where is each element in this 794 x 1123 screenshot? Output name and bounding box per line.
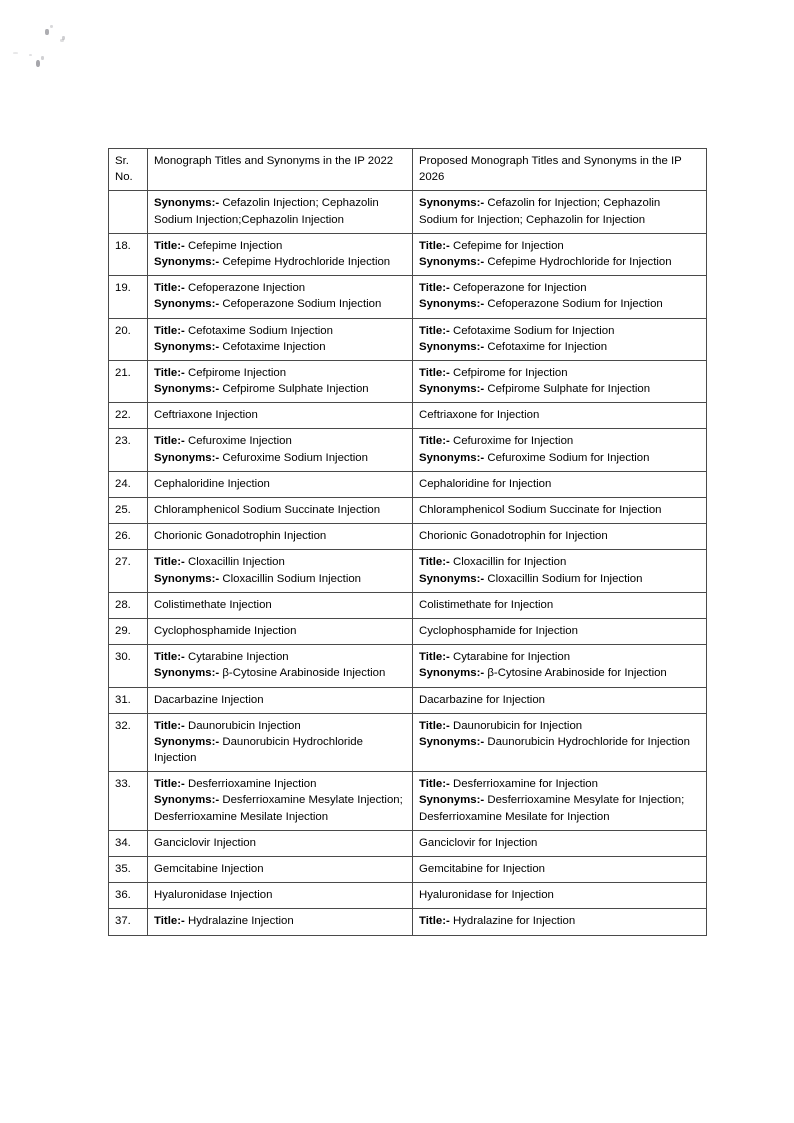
scan-speckle [36, 60, 40, 67]
synonyms-line [154, 450, 407, 466]
monograph-line-value: Chloramphenicol Sodium Succinate Injection [154, 504, 381, 516]
cell-ip-2026 [413, 687, 707, 713]
cell-sr-no: 26. [109, 524, 148, 550]
monograph-line-value: Cephaloridine Injection [154, 477, 270, 490]
monograph-line-value: Dacarbazine Injection [154, 693, 264, 706]
monograph-line-label: Synonyms:- [419, 197, 485, 210]
synonyms-line-value: Desferrioxamine Mesylate for Injection; Desferrioxamine Mesilate for Injection [419, 794, 685, 823]
title-line [154, 554, 407, 570]
table-row [109, 687, 707, 713]
title-line-value: Daunorubicin Injection [184, 719, 301, 732]
cell-sr-no: 32. [109, 713, 148, 772]
title-line [154, 280, 407, 296]
synonyms-line-value: β-Cytosine Arabinoside for Injection [484, 667, 667, 680]
cell-ip-2026 [413, 713, 707, 772]
synonyms-line-label: Synonyms:- [154, 383, 220, 396]
cell-sr-no: 31. [109, 687, 148, 713]
monograph-line [154, 195, 407, 227]
synonyms-line-label: Synonyms:- [419, 451, 485, 464]
cell-ip-2026 [413, 909, 707, 935]
table-row [109, 403, 707, 429]
cell-ip-2022 [148, 191, 413, 233]
monograph-line-value: Hyaluronidase Injection [154, 889, 273, 902]
title-line-value: Cefoperazone Injection [184, 282, 306, 295]
synonyms-line-label: Synonyms:- [154, 667, 220, 680]
monograph-line [154, 861, 407, 877]
synonyms-line [154, 381, 407, 397]
synonyms-line [419, 339, 701, 355]
synonyms-line-value: Cefotaxime for Injection [484, 340, 608, 353]
synonyms-line [154, 296, 407, 312]
cell-sr-no: 30. [109, 645, 148, 687]
monograph-line [419, 835, 701, 851]
table-header [109, 149, 707, 191]
synonyms-line-value: Cefuroxime Sodium Injection [219, 451, 368, 464]
synonyms-line-value: Cefpirome Sulphate for Injection [484, 383, 651, 396]
synonyms-line-value: Cefotaxime Injection [219, 340, 326, 353]
monograph-line [154, 835, 407, 851]
cell-ip-2022 [148, 830, 413, 856]
title-line [419, 649, 701, 665]
monograph-line-value: Chorionic Gonadotrophin Injection [154, 530, 327, 543]
monograph-line [419, 597, 701, 613]
title-line-value: Cefoperazone for Injection [449, 282, 587, 295]
table-row [109, 830, 707, 856]
monograph-line-value: Chorionic Gonadotrophin for Injection [419, 530, 608, 543]
table-row [109, 471, 707, 497]
synonyms-line-label: Synonyms:- [154, 255, 220, 268]
cell-ip-2026 [413, 429, 707, 471]
cell-ip-2022 [148, 233, 413, 275]
table-row [109, 883, 707, 909]
table-row [109, 318, 707, 360]
scan-speckle [13, 52, 18, 54]
synonyms-line-value: Cefepime Hydrochloride Injection [219, 255, 391, 268]
monograph-comparison-table [108, 148, 707, 936]
title-line [419, 280, 701, 296]
synonyms-line [419, 571, 701, 587]
title-line-value: Cefuroxime Injection [184, 435, 292, 448]
cell-sr-no: 25. [109, 498, 148, 524]
synonyms-line-label: Synonyms:- [419, 667, 485, 680]
title-line [419, 913, 701, 929]
table-row [109, 618, 707, 644]
synonyms-line-value: Cefoperazone Sodium for Injection [484, 298, 663, 311]
monograph-line [154, 887, 407, 903]
synonyms-line-value: Daunorubicin Hydrochloride for Injection [484, 735, 690, 748]
monograph-line-value: Cyclophosphamide for Injection [419, 624, 578, 637]
table-body [109, 191, 707, 935]
table-row [109, 429, 707, 471]
cell-ip-2022 [148, 713, 413, 772]
title-line-value: Cefotaxime Sodium Injection [184, 324, 333, 337]
synonyms-line-label: Synonyms:- [154, 572, 220, 585]
cell-ip-2026 [413, 592, 707, 618]
monograph-line-value: Ganciclovir Injection [154, 836, 256, 849]
monograph-line-value: Ceftriaxone for Injection [419, 409, 540, 422]
table-row [109, 191, 707, 233]
cell-ip-2022 [148, 645, 413, 687]
monograph-line [154, 502, 407, 518]
scan-speckle [41, 56, 44, 60]
table-row [109, 772, 707, 831]
title-line [154, 433, 407, 449]
title-line-value: Cefepime Injection [184, 239, 283, 252]
title-line-label: Title:- [154, 366, 185, 379]
synonyms-line-label: Synonyms:- [154, 340, 220, 353]
cell-ip-2026 [413, 318, 707, 360]
monograph-line-value: Ceftriaxone Injection [154, 409, 258, 422]
monograph-line-value: Gemcitabine for Injection [419, 863, 545, 875]
monograph-line-value: Chloramphenicol Sodium Succinate for Injection [419, 504, 662, 516]
cell-ip-2026 [413, 618, 707, 644]
monograph-line [154, 597, 407, 613]
monograph-line-value: Dacarbazine for Injection [419, 693, 545, 706]
cell-ip-2026 [413, 471, 707, 497]
title-line [419, 238, 701, 254]
synonyms-line-label: Synonyms:- [419, 298, 485, 311]
synonyms-line-label: Synonyms:- [419, 383, 485, 396]
title-line-value: Desferrioxamine Injection [184, 778, 317, 791]
scan-speckle [60, 39, 64, 42]
title-line [419, 776, 701, 792]
title-line-value: Cefuroxime for Injection [449, 435, 574, 448]
synonyms-line-label: Synonyms:- [154, 794, 220, 807]
cell-ip-2026 [413, 830, 707, 856]
monograph-line [419, 692, 701, 708]
cell-sr-no: 23. [109, 429, 148, 471]
title-line-value: Desferrioxamine for Injection [449, 778, 598, 791]
monograph-line-value: Cefazolin Injection; Cephazolin Sodium Injection;Cephazolin Injection [154, 197, 379, 226]
title-line-label: Title:- [154, 651, 185, 664]
cell-sr-no: 24. [109, 471, 148, 497]
title-line [154, 913, 407, 929]
title-line-label: Title:- [154, 778, 185, 791]
column-header-sr-no [109, 149, 148, 191]
title-line-value: Hydralazine for Injection [449, 915, 576, 928]
monograph-line [419, 623, 701, 639]
title-line-value: Hydralazine Injection [184, 915, 294, 928]
table-row [109, 524, 707, 550]
cell-ip-2026 [413, 883, 707, 909]
cell-ip-2022 [148, 550, 413, 592]
title-line-label: Title:- [419, 435, 450, 448]
title-line-label: Title:- [154, 435, 185, 448]
table-row [109, 360, 707, 402]
cell-ip-2022 [148, 360, 413, 402]
monograph-line-value: Gemcitabine Injection [154, 863, 264, 875]
title-line-value: Daunorubicin for Injection [449, 719, 583, 732]
scan-speckle [45, 29, 49, 35]
cell-ip-2026 [413, 772, 707, 831]
monograph-line [419, 887, 701, 903]
cell-ip-2026 [413, 360, 707, 402]
table-row [109, 550, 707, 592]
synonyms-line [419, 734, 701, 750]
cell-ip-2022 [148, 772, 413, 831]
synonyms-line-label: Synonyms:- [419, 340, 485, 353]
table-row [109, 857, 707, 883]
cell-sr-no: 33. [109, 772, 148, 831]
title-line-label: Title:- [419, 239, 450, 252]
title-line-value: Cytarabine for Injection [449, 651, 571, 664]
monograph-line-value: Cefazolin for Injection; Cephazolin Sodium for Injection; Cephazolin for Injection [419, 197, 661, 226]
synonyms-line-value: Cloxacillin Sodium Injection [219, 572, 362, 585]
synonyms-line [154, 254, 407, 270]
synonyms-line-value: Cloxacillin Sodium for Injection [484, 572, 643, 585]
monograph-line [419, 528, 701, 544]
monograph-line-value: Ganciclovir for Injection [419, 836, 538, 849]
cell-ip-2022 [148, 318, 413, 360]
monograph-line [154, 623, 407, 639]
title-line-label: Title:- [154, 915, 185, 928]
cell-ip-2026 [413, 857, 707, 883]
synonyms-line [419, 296, 701, 312]
title-line-value: Cefotaxime Sodium for Injection [449, 324, 615, 337]
synonyms-line-value: Cefuroxime Sodium for Injection [484, 451, 650, 464]
cell-ip-2022 [148, 276, 413, 318]
title-line [154, 323, 407, 339]
synonyms-line [419, 381, 701, 397]
monograph-line-value: Cyclophosphamide Injection [154, 624, 297, 637]
cell-sr-no: 27. [109, 550, 148, 592]
table-header-row [109, 149, 707, 191]
title-line-label: Title:- [419, 915, 450, 928]
title-line-label: Title:- [419, 324, 450, 337]
title-line-label: Title:- [154, 282, 185, 295]
table-row [109, 233, 707, 275]
cell-sr-no: 29. [109, 618, 148, 644]
monograph-line-value: Colistimethate for Injection [419, 598, 554, 611]
monograph-line [419, 195, 701, 227]
synonyms-line-label: Synonyms:- [419, 735, 485, 748]
synonyms-line-label: Synonyms:- [154, 298, 220, 311]
title-line [154, 718, 407, 734]
synonyms-line-label: Synonyms:- [419, 255, 485, 268]
synonyms-line-value: Desferrioxamine Mesylate Injection; Desferrioxamine Mesilate Injection [154, 794, 403, 823]
monograph-line-value: Colistimethate Injection [154, 598, 272, 611]
title-line-value: Cloxacillin Injection [184, 556, 285, 569]
cell-sr-no: 22. [109, 403, 148, 429]
cell-ip-2022 [148, 687, 413, 713]
monograph-line [419, 861, 701, 877]
cell-ip-2022 [148, 618, 413, 644]
monograph-line-value: Hyaluronidase for Injection [419, 889, 554, 902]
synonyms-line-value: β-Cytosine Arabinoside Injection [219, 667, 386, 680]
cell-ip-2026 [413, 276, 707, 318]
cell-ip-2022 [148, 471, 413, 497]
scan-speckle [50, 25, 53, 28]
synonyms-line [154, 734, 407, 766]
title-line-label: Title:- [419, 651, 450, 664]
title-line-label: Title:- [419, 282, 450, 295]
monograph-line [419, 476, 701, 492]
title-line [154, 365, 407, 381]
scan-artifact-speckles [0, 0, 160, 100]
scan-speckle [62, 36, 65, 40]
cell-ip-2026 [413, 403, 707, 429]
column-header-ip-2022: Monograph Titles and Synonyms in the IP 2022 [148, 149, 413, 191]
monograph-line [154, 476, 407, 492]
cell-ip-2026 [413, 645, 707, 687]
synonyms-line [419, 254, 701, 270]
cell-ip-2022 [148, 883, 413, 909]
monograph-line-label: Synonyms:- [154, 197, 220, 210]
synonyms-line [419, 450, 701, 466]
synonyms-line [154, 339, 407, 355]
monograph-line [154, 528, 407, 544]
cell-ip-2026 [413, 191, 707, 233]
title-line-label: Title:- [419, 719, 450, 732]
column-header-ip-2026: Proposed Monograph Titles and Synonyms in the IP 2026 [413, 149, 707, 191]
monograph-line-value: Cephaloridine for Injection [419, 477, 552, 490]
title-line-label: Title:- [419, 366, 450, 379]
cell-ip-2026 [413, 233, 707, 275]
title-line [419, 323, 701, 339]
synonyms-line-value: Cefepime Hydrochloride for Injection [484, 255, 672, 268]
synonyms-line [419, 792, 701, 824]
cell-ip-2026 [413, 524, 707, 550]
table-row [109, 713, 707, 772]
cell-ip-2022 [148, 857, 413, 883]
title-line [154, 238, 407, 254]
title-line-label: Title:- [419, 556, 450, 569]
title-line [419, 554, 701, 570]
monograph-comparison-table-wrapper [108, 148, 706, 936]
table-row [109, 276, 707, 318]
title-line-value: Cefpirome for Injection [449, 366, 568, 379]
monograph-line [419, 502, 701, 518]
synonyms-line-label: Synonyms:- [154, 451, 220, 464]
title-line-label: Title:- [419, 778, 450, 791]
table-row [109, 498, 707, 524]
synonyms-line [154, 571, 407, 587]
cell-sr-no: 35. [109, 857, 148, 883]
synonyms-line [154, 665, 407, 681]
table-row [109, 909, 707, 935]
cell-ip-2022 [148, 429, 413, 471]
cell-sr-no [109, 191, 148, 233]
cell-ip-2022 [148, 592, 413, 618]
cell-sr-no: 18. [109, 233, 148, 275]
synonyms-line-value: Daunorubicin Hydrochloride Injection [154, 735, 363, 765]
table-row [109, 592, 707, 618]
title-line-label: Title:- [154, 719, 185, 732]
cell-ip-2026 [413, 550, 707, 592]
synonyms-line-value: Cefoperazone Sodium Injection [219, 298, 382, 311]
column-header-sr-line1: Sr. [115, 155, 129, 167]
synonyms-line-label: Synonyms:- [419, 794, 485, 807]
cell-ip-2026 [413, 498, 707, 524]
cell-ip-2022 [148, 498, 413, 524]
title-line-label: Title:- [154, 556, 185, 569]
title-line [154, 649, 407, 665]
cell-sr-no: 28. [109, 592, 148, 618]
synonyms-line-label: Synonyms:- [154, 735, 220, 748]
monograph-line [154, 692, 407, 708]
cell-sr-no: 20. [109, 318, 148, 360]
column-header-sr-line2: No. [115, 171, 133, 184]
cell-sr-no: 19. [109, 276, 148, 318]
title-line [154, 776, 407, 792]
cell-sr-no: 34. [109, 830, 148, 856]
synonyms-line [419, 665, 701, 681]
title-line-value: Cefepime for Injection [449, 239, 564, 252]
synonyms-line-label: Synonyms:- [419, 572, 485, 585]
cell-ip-2022 [148, 909, 413, 935]
title-line-label: Title:- [154, 324, 185, 337]
title-line [419, 365, 701, 381]
synonyms-line [154, 792, 407, 824]
scan-speckle [29, 54, 32, 56]
title-line-value: Cloxacillin for Injection [449, 556, 567, 569]
title-line [419, 433, 701, 449]
synonyms-line-value: Cefpirome Sulphate Injection [219, 383, 369, 396]
cell-sr-no: 37. [109, 909, 148, 935]
title-line [419, 718, 701, 734]
cell-sr-no: 36. [109, 883, 148, 909]
cell-sr-no: 21. [109, 360, 148, 402]
title-line-label: Title:- [154, 239, 185, 252]
title-line-value: Cytarabine Injection [184, 651, 289, 664]
table-row [109, 645, 707, 687]
monograph-line [419, 407, 701, 423]
monograph-line [154, 407, 407, 423]
cell-ip-2022 [148, 403, 413, 429]
title-line-value: Cefpirome Injection [184, 366, 287, 379]
cell-ip-2022 [148, 524, 413, 550]
